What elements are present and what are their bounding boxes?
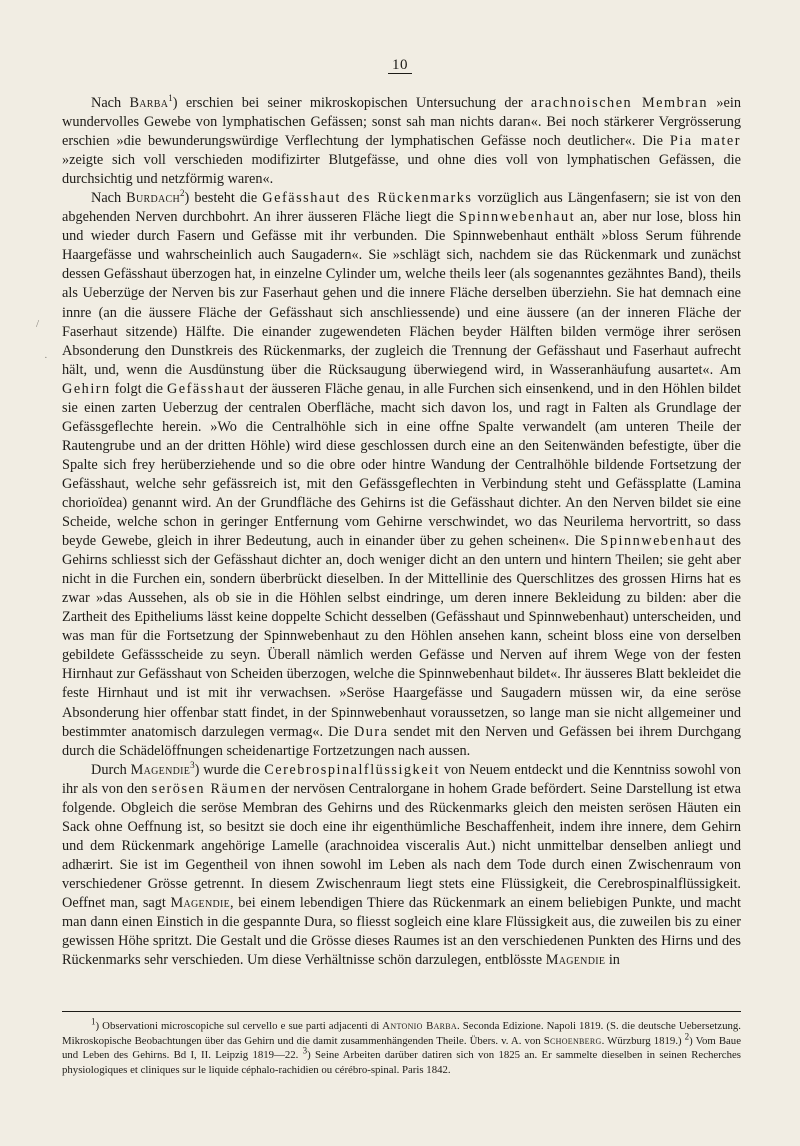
footnote-marker: 1	[168, 93, 173, 104]
author-name: Burdach	[126, 190, 181, 207]
text-run: ) erschien bei seiner mikroskopischen Untersuchung der	[172, 95, 531, 111]
footnote-marker: 3	[190, 759, 195, 770]
text-run: , bei einem lebendigen Thiere das Rückenmark an einem beliebigen Punkte, und macht man dann einen Einstich in die gespannte Dura, so fliesst sogleich eine klare Flüssigkeit aus, die zuweilen bis zu einer gewissen Höhe spritzt. Die Gestalt und die Grösse dieses Raumes ist an den verschiedenen Punkten des Hirns und des Rückenmarks sehr verschieden. Um diese Verhältnisse schön darzulegen, entblösste	[62, 894, 742, 969]
emphasized-term: Gehirn	[62, 380, 111, 397]
text-run: Durch	[91, 761, 131, 778]
page-number: 10	[0, 57, 800, 74]
margin-mark: /	[36, 318, 40, 330]
margin-mark: ·	[44, 352, 48, 364]
text-run: des Gehirns schliesst sich der Gefässhaut dichter an, doch weniger dicht an den untern und hintern Theilen; sie geht aber nicht in die Furchen ein, sondern überbrückt dieselben. In der Mittellinie des Querschlitzes des grossen Hirns hat es zwar »das Aussehen, als ob sie in die Höhlen selbst eindringe, um deren innere Bekleidung zu bilden: aber die Zartheit des Epitheliums lässt keine doppelte Schicht desselben (Gefässhaut und Spinnwebenhaut) unterscheiden, und was man für die Fortsetzung der Spinnwebenhaut zu den Höhlen ansehen kann, scheint bloss eine von derselben gebildete Gefässscheide zu seyn. Überall nämlich werden Gefässe und Nerven auf ihrem Wege von der festen Hirnhaut zur Gefässhaut von Scheiden überzogen, welche die Spinnwebenhaut bildet«. Ihr äusseres Blatt bekleidet die feste Hirnhaut und ist mit ihr verwachsen. »Seröse Haargefässe und Saugadern müssen wir, da eine seröse Absonderung hier offenbar statt findet, in der Spinnwebenhaut voraussetzen, so lange man sie nicht allgemeiner und bestimmter anatomisch darzulegen vermag«. Die	[62, 533, 741, 740]
emphasized-term: Gefässhaut	[166, 380, 246, 397]
main-text	[62, 94, 741, 970]
text-run: von Neuem entdeckt und die Kenntniss sowohl von ihr als von den	[62, 761, 741, 797]
author-name: Antonio Barba	[382, 1020, 458, 1032]
author-name: Barba	[129, 95, 169, 111]
emphasized-term: Spinnwebenhaut	[600, 533, 717, 550]
emphasized-term: Spinnwebenhaut	[458, 209, 576, 226]
text-run: der äusseren Fläche genau, in alle Furchen sich einsenkend, und in den Höhlen bildet sie einen zarten Ueberzug der centralen Oberfläche, macht sich davon los, und ragt in Falten als Grundlage der Gefässgeflechte herein. »Wo die Centralhöhle sich in eine offne Spalte verwandelt (am unteren Theile der Rautengrube und an der dritten Höhle) wird diese geschlossen durch eine an den Seitenwänden befestigte, über die Spalte sich frey herüberziehende und so die obre oder hintre Wandung der Centralhöhle bildende Fortsetzung der Gefässhaut, welche sehr gefässreich ist, mit den Gefässgeflechten in Verbindung steht und Gefässplatte (Lamina chorioïdea) genannt wird. An der Grundfläche des Gehirns ist die Gefässhaut dichter. An den Nerven bildet sie eine Scheide, welche schon in geringer Entfernung vom Gehirne verschwindet, wo das Neurilema hervortritt, so dass beyde Gewebe, gleich in ihrer Bedeutung, auch in einander über zu gehen scheinen«. Die	[62, 380, 741, 550]
emphasized-term: serösen Räumen	[151, 780, 268, 797]
emphasized-term: Dura	[353, 723, 389, 740]
paragraph	[62, 94, 741, 189]
text-run: in	[605, 952, 620, 969]
author-name: Magendie	[130, 761, 191, 778]
text-run: »ein wundervolles Gewebe von lymphatischen Gefässen; sonst sah man nichts daran«. Bei noch stärkerer Vergrösserung erschien »die bewunderungswürdige Verflechtung der lymphatischen Gefässe noch deutlicher«. Die	[62, 95, 741, 150]
text-run: ) Observationi microscopiche sul cervello e sue parti adjacenti di	[95, 1020, 383, 1032]
text-run: ) Vom Baue und Leben des Gehirns. Bd I, II. Leipzig 1819—22.	[62, 1034, 742, 1062]
footnote-marker: 3	[302, 1045, 308, 1056]
text-run: der nervösen Centralorgane in hohem Grade befördert. Seine Darstellung ist etwa folgende. Obgleich die seröse Membran des Gehirns und des Rückenmarks gleich den meisten serösen Häuten ein Sack ohne Oeffnung ist, so besitzt sie doch eine ihr eigenthümliche Beschaffenheit, indem ihre innere, dem Gehirn und dem Rückenmark angehörige Lamelle (arachnoidea visceralis Aut.) nicht unmittelbar denselben anliegt und adhærirt. Sie ist im Gegentheil von ihnen sowohl im Leben als nach dem Tode durch einen Zwischenraum von verschiedener Grösse getrennt. In diesem Zwischenraum liegt stets eine Flüssigkeit, die Cerebrospinalflüssigkeit. Oeffnet man, sagt	[62, 780, 741, 911]
author-name: Magendie	[545, 952, 606, 969]
text-run: »zeigte sich voll verschieden modifizirter Blutgefässe, und ohne dies voll von lymphatischen Gefässen, die durchsichtig und netzförmig waren«.	[62, 152, 741, 188]
emphasized-term: Cerebrospinalflüssigkeit	[264, 761, 440, 778]
footnote-marker: 2	[684, 1031, 690, 1041]
text-run: Nach	[91, 190, 127, 207]
author-name: Magendie	[170, 894, 231, 911]
footnote-marker: 2	[180, 188, 185, 199]
paragraph	[62, 189, 741, 760]
author-name: Schoenberg	[543, 1034, 602, 1047]
footnote-divider	[62, 1011, 741, 1012]
text-run: . Seconda Edizione. Napoli 1819. (S. die deutsche Uebersetzung. Mikroskopische Beobachtungen über das Gehirn und die damit zusammenhängenden Theile. Übers. v. A. von	[62, 1020, 741, 1047]
text-run: ) Seine Arbeiten darüber datiren sich von 1825 an. Er sammelte dieselben in seinen Recherches physiologiques et cliniques sur le liquide céphalo-rachidien ou cérébro-spinal. Paris 1842.	[62, 1049, 741, 1076]
text-run: sendet mit den Nerven und Gefässen bei ihrem Durchgang durch die Schädelöffnungen scheidenartige Fortzetzungen nach aussen.	[62, 723, 742, 759]
text-run: vorzüglich aus Längenfasern; sie ist von den abgehenden Nerven durchbohrt. An ihrer äusseren Fläche liegt die	[62, 190, 741, 226]
footnote-block	[62, 1016, 742, 1077]
text-run: ) wurde die	[194, 761, 265, 778]
text-run: an, aber nur lose, bloss hin und wieder durch Fasern und Gefässe mit ihr verbunden. Die Spinnwebenhaut enthält »bloss Serum führende Haargefässe und wahrscheinlich auch Saugadern«. Sie »schlägt sich, nachdem sie das Rückenmark und zunächst dessen Gefässhaut überzogen hat, in einzelne Cylinder um, welche theils leer (als sogenanntes gezähntes Band), theils als Ueberzüge der Nerven bis zur Faserhaut gehen und die innere Fläche derselben überziehn. Sie hat demnach eine innre (an die äussere Fläche der Gefässhaut sich anschliessende) und eine äussere (an der inneren Fläche der Faserhaut sitzende) Hälfte. Die einander zugewendeten Flächen beyder Hälften bilden vermöge ihrer serösen Absonderung den Dunstkreis des Rückenmarks, der zugleich die Trennung der Gefässhaut und Faserhaut aufrecht hält, und, wenn die Ausdünstung über die Rücksaugung überwiegend wird, in Wasseranhäufung ausartet«. Am	[62, 209, 741, 378]
text-run: folgt die	[110, 380, 167, 397]
emphasized-term: Gefässhaut des Rückenmarks	[262, 190, 473, 207]
text-run: . Würzburg 1819.)	[601, 1034, 685, 1047]
paragraph	[62, 761, 741, 971]
emphasized-term: Pia mater	[669, 133, 741, 150]
emphasized-term: arachnoischen Membran	[530, 95, 709, 111]
text-run: Nach	[91, 95, 130, 111]
footnotes	[62, 1016, 742, 1077]
text-run: ) besteht die	[184, 190, 263, 207]
footnote-marker: 1	[91, 1016, 96, 1027]
